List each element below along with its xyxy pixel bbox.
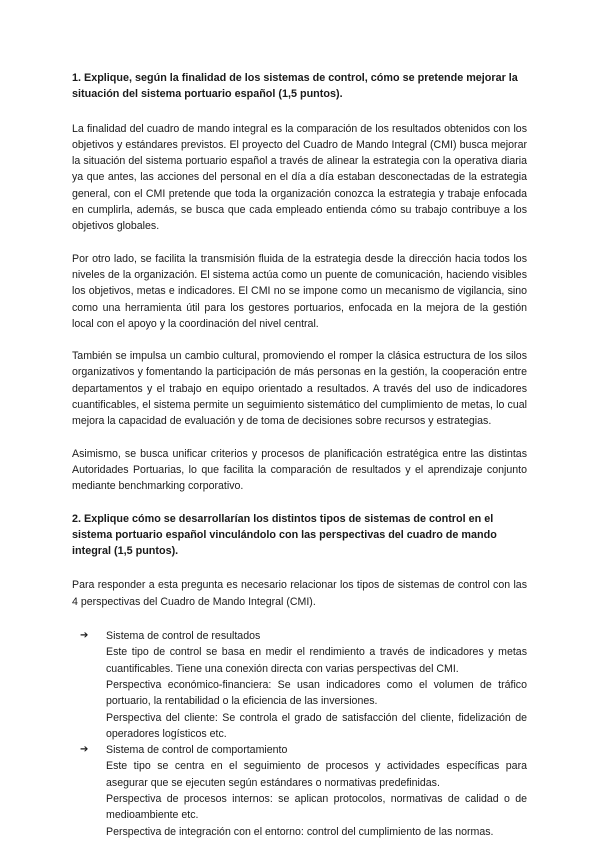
list-item-line: Este tipo se centra en el seguimiento de procesos y actividades específicas para asegurar que se ejecuten según estándares o normativas predefinidas. — [106, 760, 527, 789]
question-1-heading: 1. Explique, según la finalidad de los sistemas de control, cómo se pretende mejorar la situación del sistema portuario español (1,5 puntos). — [72, 72, 518, 101]
section1-paragraph-3: También se impulsa un cambio cultural, promoviendo el romper la clásica estructura de los silos organizativos y fomentando la participación de más personas en la gestión, la cooperación entre departamentos y el trabajo en equipo orientado a resultados. A través del uso de indicadores cuantificables, el sistema permite un seguimiento sistemático del cumplimiento de metas, lo cual mejora la capacidad de evaluación y de toma de decisiones sobre recursos y estrategias. — [72, 350, 527, 428]
list-item-title: Sistema de control de comportamiento — [106, 744, 288, 757]
list-item-line: Este tipo de control se basa en medir el rendimiento a través de indicadores y metas cuantificables. Tiene una conexión directa con varias perspectivas del CMI. — [106, 646, 527, 675]
section1-paragraph-4: Asimismo, se busca unificar criterios y procesos de planificación estratégica entre las distintas Autoridades Portuarias, lo que facilita la comparación de resultados y el aprendizaje conjunto mediante benchmarking corporativo. — [72, 447, 527, 493]
question-2-heading: 2. Explique cómo se desarrollarían los distintos tipos de sistemas de control en el sistema portuario español vinculándolo con las perspectivas del cuadro de mando integral (1,5 puntos). — [72, 512, 497, 558]
arrow-bullet-icon: ➔ — [80, 744, 89, 756]
list-item-line: Perspectiva económico-financiera: Se usan indicadores como el volumen de tráfico portuario, la rentabilidad o la eficiencia de las inversiones. — [106, 678, 527, 708]
list-item-line: Perspectiva del cliente: Se controla el grado de satisfacción del cliente, fidelización de operadores logísticos etc. — [106, 711, 527, 740]
section1-paragraph-1: La finalidad del cuadro de mando integral es la comparación de los resultados obtenidos con los objetivos y estándares previstos. El proyecto del Cuadro de Mando Integral (CMI) busca mejorar la situación del sistema portuario español a través de alinear la estrategia con la operativa diaria ya que antes, las acciones del personal en el día a día estaban desconectadas de la estrategia general, con el CMI pretende que toda la organización conozca la estrategia y trabaje enfocada en cumplirla, además, se busca que cada empleado entienda cómo su trabajo contribuye a los objetivos globales. — [72, 122, 527, 233]
list-item-behavior-control — [72, 742, 527, 840]
control-types-list — [72, 628, 527, 840]
section2-intro: Para responder a esta pregunta es necesario relacionar los tipos de sistemas de control con las 4 perspectivas del Cuadro de Mando Integral (CMI). — [72, 579, 527, 608]
list-item-line: Perspectiva de integración con el entorno: control del cumplimiento de las normas. — [106, 825, 494, 838]
list-item-title: Sistema de control de resultados — [106, 630, 261, 643]
list-item-line: Perspectiva de procesos internos: se aplican protocolos, normativas de calidad o de medioambiente etc. — [106, 792, 527, 822]
arrow-bullet-icon: ➔ — [80, 630, 89, 642]
section1-paragraph-2: Por otro lado, se facilita la transmisión fluida de la estrategia desde la dirección hacia todos los niveles de la organización. El sistema actúa como un puente de comunicación, haciendo visibles los objetivos, metas e indicadores. El CMI no se impone como un mecanismo de vigilancia, sino como una herramienta útil para los gestores portuarios, enfocada en la mejora de la gestión local con el apoyo y la coordinación del nivel central. — [72, 252, 527, 330]
list-item-results-control — [72, 628, 527, 742]
document-page — [72, 70, 527, 840]
